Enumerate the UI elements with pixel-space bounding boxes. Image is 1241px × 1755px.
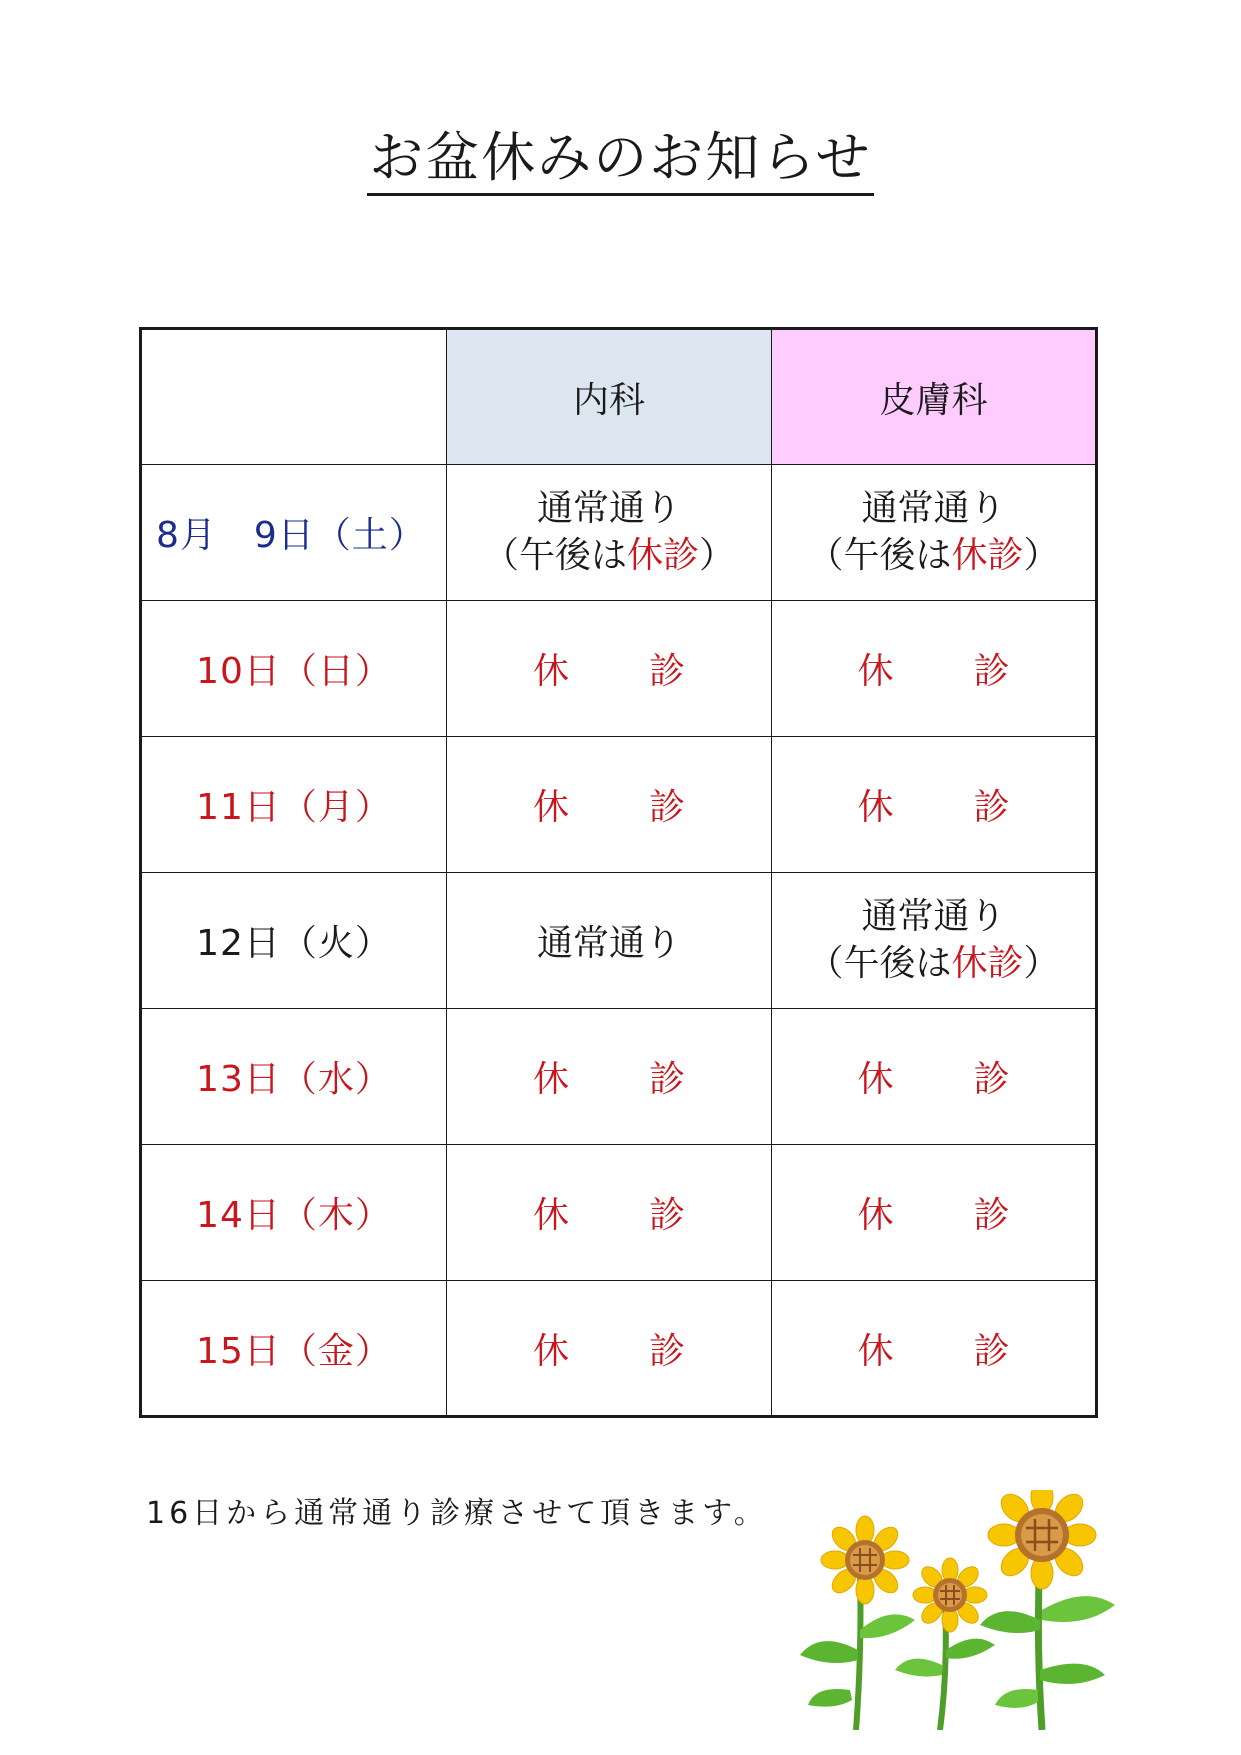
closed-char: 休 xyxy=(532,651,569,692)
sunflower-illustration-icon xyxy=(790,1490,1140,1730)
closed-label: 休診 xyxy=(951,534,1024,576)
table-row xyxy=(141,465,1097,601)
date-cell: 11日（月） xyxy=(141,737,447,873)
closed-char: 診 xyxy=(973,651,1010,692)
date-cell: 8月 9日（土） xyxy=(141,465,447,601)
hifu-status xyxy=(772,465,1097,601)
naika-status xyxy=(447,737,772,873)
closed-char: 休 xyxy=(532,1330,569,1372)
table-row xyxy=(141,737,1097,873)
closed-char: 休 xyxy=(532,1195,569,1236)
resume-note: 16日から通常通り診療させて頂きます。 xyxy=(146,1496,768,1531)
closed-label: 休診 xyxy=(951,942,1024,984)
closed-char: 休 xyxy=(857,1195,894,1236)
closed-char: 診 xyxy=(973,1330,1010,1372)
naika-status xyxy=(447,601,772,737)
table-row xyxy=(141,1145,1097,1281)
hifu-status xyxy=(772,1145,1097,1281)
afternoon-label: （午後は xyxy=(807,942,952,984)
status-line: 通常通り xyxy=(861,895,1006,937)
status-afternoon xyxy=(772,533,1095,580)
afternoon-label: （午後は xyxy=(807,534,952,576)
header-hifu: 皮膚科 xyxy=(772,329,1097,465)
closed-label: 休診 xyxy=(626,534,699,576)
date-cell: 10日（日） xyxy=(141,601,447,737)
closed-char: 診 xyxy=(973,1195,1010,1236)
hifu-status xyxy=(772,873,1097,1009)
status-line: 通常通り xyxy=(536,923,681,964)
closed-char: 休 xyxy=(857,1059,894,1100)
closed-char: 診 xyxy=(973,787,1010,828)
page-title-wrap xyxy=(0,128,1241,196)
hifu-status xyxy=(772,737,1097,873)
closed-char: 診 xyxy=(973,1059,1010,1100)
status-afternoon xyxy=(447,533,771,580)
holiday-schedule-table xyxy=(139,327,1098,1418)
table-row xyxy=(141,1281,1097,1417)
closed-char: 診 xyxy=(649,651,686,692)
table-header-row xyxy=(141,329,1097,465)
closed-char: 診 xyxy=(649,787,686,828)
date-cell: 12日（火） xyxy=(141,873,447,1009)
header-naika: 内科 xyxy=(447,329,772,465)
naika-status xyxy=(447,1281,772,1417)
date-cell: 13日（水） xyxy=(141,1009,447,1145)
closed-char: 診 xyxy=(649,1059,686,1100)
status-line: 通常通り xyxy=(536,487,681,529)
closed-char: 診 xyxy=(649,1330,686,1372)
paren-close: ） xyxy=(1023,942,1060,984)
status-afternoon xyxy=(772,941,1095,988)
closed-char: 休 xyxy=(857,1330,894,1372)
naika-status xyxy=(447,465,772,601)
closed-char: 休 xyxy=(532,787,569,828)
closed-char: 診 xyxy=(649,1195,686,1236)
page-title: お盆休みのお知らせ xyxy=(367,128,873,196)
closed-char: 休 xyxy=(857,651,894,692)
naika-status xyxy=(447,1145,772,1281)
table-row xyxy=(141,873,1097,1009)
hifu-status xyxy=(772,601,1097,737)
table-row xyxy=(141,1009,1097,1145)
closed-char: 休 xyxy=(532,1059,569,1100)
table-row xyxy=(141,601,1097,737)
afternoon-label: （午後は xyxy=(482,534,627,576)
naika-status xyxy=(447,873,772,1009)
closed-char: 休 xyxy=(857,787,894,828)
date-cell: 15日（金） xyxy=(141,1281,447,1417)
date-cell: 14日（木） xyxy=(141,1145,447,1281)
paren-close: ） xyxy=(699,534,736,576)
paren-close: ） xyxy=(1023,534,1060,576)
hifu-status xyxy=(772,1281,1097,1417)
hifu-status xyxy=(772,1009,1097,1145)
header-empty xyxy=(141,329,447,465)
status-line: 通常通り xyxy=(861,487,1006,529)
naika-status xyxy=(447,1009,772,1145)
